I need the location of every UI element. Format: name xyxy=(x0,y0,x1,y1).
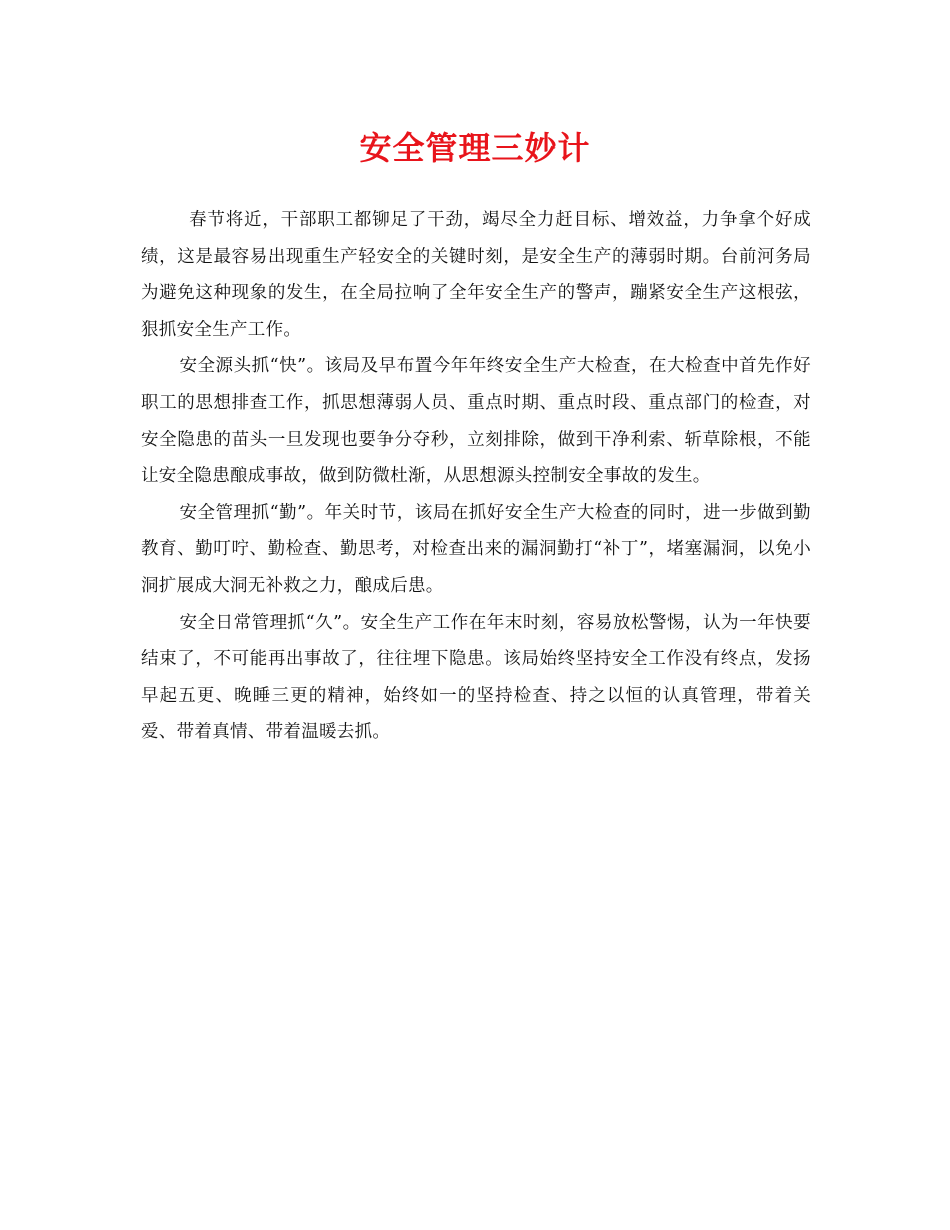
paragraph-management-diligent: 安全管理抓“勤”。年关时节，该局在抓好安全生产大检查的同时，进一步做到勤教育、勤叮咛、勤检查、勤思考，对检查出来的漏洞勤打“补丁”，堵塞漏洞，以免小洞扩展成大洞无补救之力，酿成后患。 xyxy=(141,502,811,596)
paragraph-daily-persistent: 安全日常管理抓“久”。安全生产工作在年末时刻，容易放松警惕，认为一年快要结束了，不可能再出事故了，往往埋下隐患。该局始终坚持安全工作没有终点，发扬早起五更、晚睡三更的精神，始终如一的坚持检查、持之以恒的认真管理，带着关爱、带着真情、带着温暖去抓。 xyxy=(141,612,811,743)
document-body xyxy=(141,202,811,751)
paragraph-source-fast: 安全源头抓“快”。该局及早布置今年年终安全生产大检查，在大检查中首先作好职工的思想排查工作，抓思想薄弱人员、重点时期、重点时段、重点部门的检查，对安全隐患的苗头一旦发现也要争分夺秒，立刻排除，做到干净利索、斩草除根，不能让安全隐患酿成事故，做到防微杜渐，从思想源头控制安全事故的发生。 xyxy=(141,356,811,487)
document-title: 安全管理三妙计 xyxy=(359,129,591,167)
paragraph-intro: 春节将近，干部职工都铆足了干劲，竭尽全力赶目标、增效益，力争拿个好成绩，这是最容易出现重生产轻安全的关键时刻，是安全生产的薄弱时期。台前河务局为避免这种现象的发生，在全局拉响了全年安全生产的警声，蹦紧安全生产这根弦，狠抓安全生产工作。 xyxy=(141,210,811,340)
